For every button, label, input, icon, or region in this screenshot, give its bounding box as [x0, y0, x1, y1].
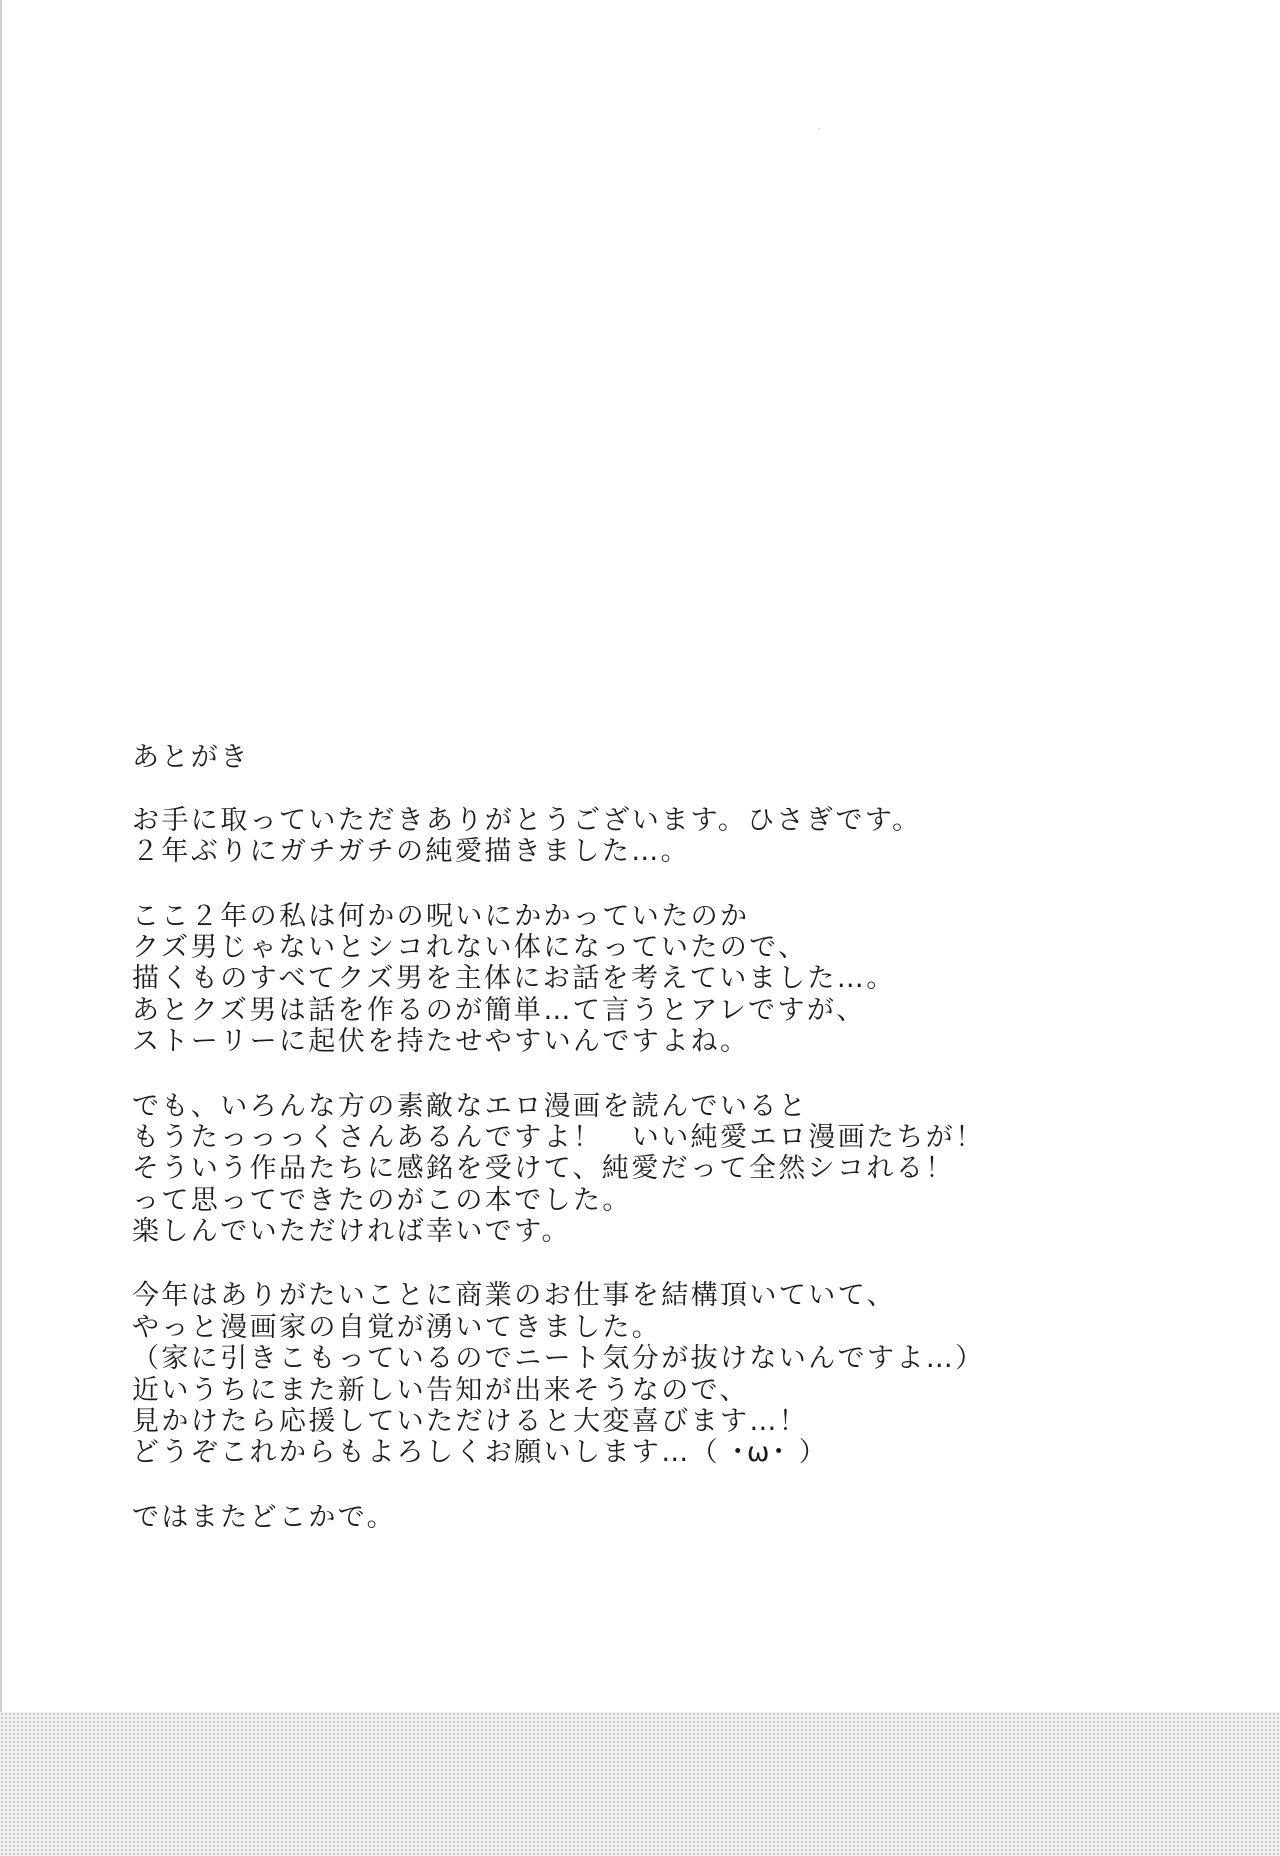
text-line: やっと漫画家の自覚が湧いてきました。 [132, 1311, 662, 1343]
text-line: （家に引きこもっているのでニート気分が抜けないんですよ…） [132, 1343, 985, 1375]
text-line: あとクズ男は話を作るのが簡単…て言うとアレですが、 [132, 994, 866, 1026]
afterword-text-block [132, 742, 1232, 1566]
paragraph-background [132, 901, 1232, 1058]
page-edge [0, 0, 2, 1712]
text-line: そういう作品たちに感銘を受けて、純愛だって全然シコれる！ [132, 1153, 955, 1185]
afterword-title: あとがき [132, 742, 250, 773]
text-line: でも、いろんな方の素敵なエロ漫画を読んでいると [132, 1090, 809, 1122]
text-line: もうたっっっくさんあるんですよ！ いい純愛エロ漫画たちが！ [132, 1121, 985, 1153]
paragraph-closing [132, 1502, 1232, 1533]
paragraph-greeting [132, 805, 1232, 868]
text-line: お手に取っていただきありがとうございます。ひさぎです。 [132, 804, 922, 836]
text-line: ここ２年の私は何かの呪いにかかっていたのか [132, 900, 750, 932]
text-line: 楽しんでいただければ幸いです。 [132, 1216, 571, 1248]
text-line: ２年ぶりにガチガチの純愛描きました…。 [132, 836, 691, 868]
text-line: 近いうちにまた新しい告知が出来そうなので、 [132, 1374, 749, 1406]
halftone-bottom-band [0, 1712, 1280, 1856]
text-line: 今年はありがたいことに商業のお仕事を結構頂いていて、 [132, 1280, 896, 1312]
text-line: 描くものすべてクズ男を主体にお話を考えていました…。 [132, 963, 896, 995]
text-line: クズ男じゃないとシコれない体になっていたので、 [132, 931, 808, 963]
paragraph-inspiration [132, 1091, 1232, 1248]
paper-speck [818, 128, 820, 130]
text-line: ストーリーに起伏を持たせやすいんですよね。 [132, 1026, 750, 1058]
text-line: どうぞこれからもよろしくお願いします…（ ･ω･ ） [132, 1437, 829, 1469]
text-line: 見かけたら応援していただけると大変喜びます…！ [132, 1406, 809, 1438]
text-line: ではまたどこかで。 [132, 1501, 397, 1533]
paragraph-news [132, 1280, 1232, 1468]
text-line: って思ってできたのがこの本でした。 [132, 1184, 632, 1216]
